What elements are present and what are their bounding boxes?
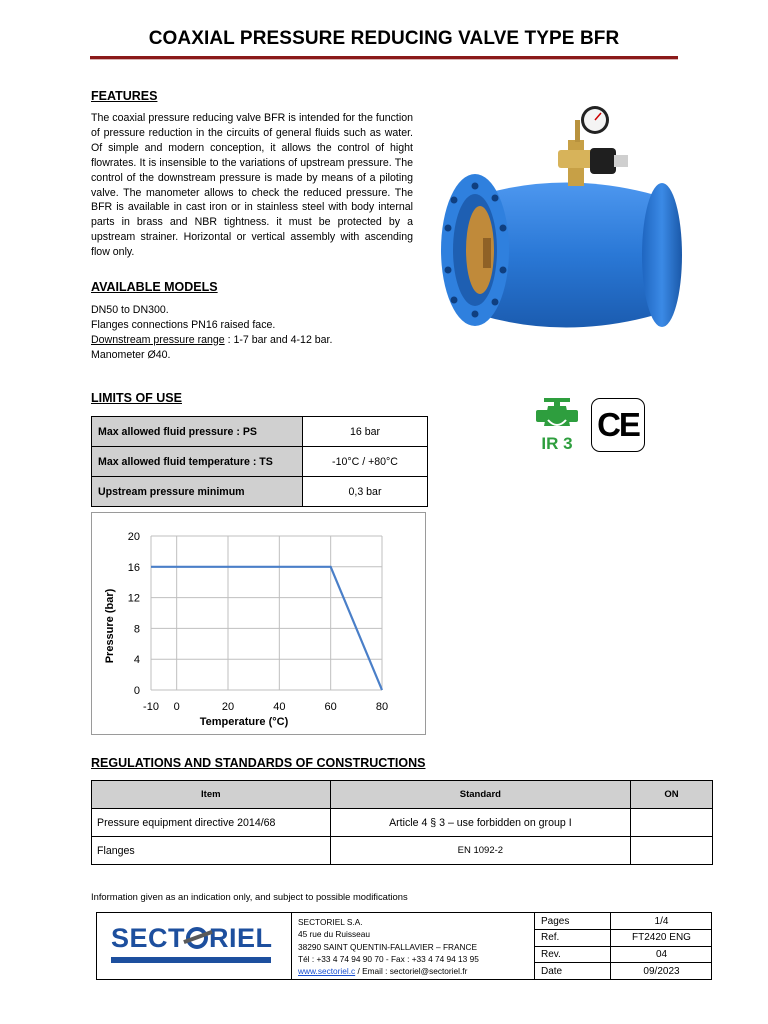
table-row: [92, 837, 713, 865]
company-address: [298, 916, 479, 977]
meta-value: 09/2023: [611, 963, 713, 980]
table-row: [92, 447, 428, 477]
ir3-label: IR 3: [541, 434, 573, 453]
meta-value: 1/4: [611, 913, 713, 930]
y-tick-label: 16: [127, 561, 140, 574]
pressure-range-value: : 1-7 bar and 4-12 bar.: [224, 333, 333, 346]
y-tick-label: 12: [127, 592, 140, 605]
col-header-standard: Standard: [330, 781, 630, 809]
x-tick-label: 0: [173, 701, 180, 713]
meta-value: FT2420 ENG: [611, 930, 713, 947]
regulations-table: [91, 780, 713, 865]
y-tick-label: 20: [127, 531, 140, 543]
regulations-heading: REGULATIONS AND STANDARDS OF CONSTRUCTIONS: [91, 756, 426, 770]
y-tick-label: 4: [133, 654, 140, 667]
meta-value: 04: [611, 946, 713, 963]
chart-frame: [91, 512, 426, 735]
limit-value: 0,3 bar: [303, 477, 428, 507]
reg-item: Flanges: [92, 837, 331, 865]
reg-standard: EN 1092-2: [330, 837, 630, 865]
company-city: 38290 SAINT QUENTIN-FALLAVIER – FRANCE: [298, 941, 478, 952]
table-header-row: [92, 781, 713, 809]
models-range: DN50 to DN300.: [91, 304, 169, 316]
table-row: [92, 809, 713, 837]
limits-heading: LIMITS OF USE: [91, 391, 182, 405]
company-street: 45 rue du Ruisseau: [298, 929, 370, 940]
limit-label: Max allowed fluid temperature : TS: [92, 447, 303, 477]
website-link[interactable]: www.sectoriel.c: [298, 966, 356, 977]
meta-label: Ref.: [535, 930, 611, 947]
limit-label: Max allowed fluid pressure : PS: [92, 417, 303, 447]
reg-on: [631, 837, 713, 865]
title-rule: [90, 56, 678, 60]
limit-value: -10°C / +80°C: [303, 447, 428, 477]
meta-label: Rev.: [535, 946, 611, 963]
meta-label: Date: [535, 963, 611, 980]
y-tick-label: 0: [133, 685, 140, 697]
table-row: [92, 417, 428, 447]
ce-badge: [591, 398, 645, 452]
document-meta-table: [534, 913, 712, 979]
disclaimer: Information given as an indication only, and subject to possible modifications: [91, 891, 408, 902]
logo-underline: [111, 957, 271, 963]
features-text: The coaxial pressure reducing valve BFR is intended for the function of pressure reduction in the circuits of general fluids such as water. Of simple and modern conception, it allows the control of hight flowrates. It is insensible to the variations of upstream pressure. The control of the downstream pressure is made by means of a piloting valve. The manometer allows to check the reduced pressure. The BFR is available in cast iron or in stainless steel with body internal parts in brass and NBR tightness. it must be protected by a upstream strainer. Horizontal or vertical assembly with ascending flow only.: [91, 112, 413, 259]
company-logo: [97, 913, 292, 979]
x-tick-label: 20: [221, 701, 235, 713]
ce-mark: CE: [597, 406, 639, 443]
company-contact: [298, 965, 479, 977]
meta-label: Pages: [535, 913, 611, 930]
company-name: SECTORIEL S.A.: [298, 917, 363, 927]
x-tick-label: 80: [375, 701, 389, 713]
limits-table: [91, 416, 428, 507]
pressure-temperature-chart: [92, 513, 425, 734]
table-row: [92, 477, 428, 507]
models-flanges: Flanges connections PN16 raised face.: [91, 318, 276, 331]
col-header-item: Item: [92, 781, 331, 809]
logo-text-left: SECT: [111, 923, 186, 953]
table-row: [535, 913, 713, 930]
reg-standard: Article 4 § 3 – use forbidden on group I: [330, 809, 630, 837]
logo-text-right: RIEL: [209, 923, 273, 953]
x-tick-label: 60: [324, 701, 337, 713]
y-axis-label: Pressure (bar): [104, 588, 116, 664]
features-heading: FEATURES: [91, 89, 158, 103]
page-title: COAXIAL PRESSURE REDUCING VALVE TYPE BFR: [148, 28, 620, 49]
table-row: [535, 963, 713, 980]
x-tick-label: -10: [143, 701, 159, 713]
limit-value: 16 bar: [303, 417, 428, 447]
company-phone: Tél : +33 4 74 94 90 70 - Fax : +33 4 74 94 13 95: [298, 953, 479, 964]
footer-block: [96, 912, 712, 980]
models-heading: AVAILABLE MODELS: [91, 280, 218, 294]
reg-item: Pressure equipment directive 2014/68: [92, 809, 331, 837]
limit-label: Upstream pressure minimum: [92, 477, 303, 507]
ir3-icon: [534, 396, 580, 454]
company-email: / Email : sectoriel@sectoriel.fr: [355, 966, 468, 977]
valve-image: [440, 100, 690, 350]
table-row: [535, 946, 713, 963]
models-text: [91, 303, 332, 363]
pressure-range-label: Downstream pressure range: [91, 333, 225, 346]
logo-o-icon: [186, 927, 208, 949]
x-axis-label: Temperature (°C): [199, 716, 289, 728]
models-pressure-range: [91, 333, 332, 348]
models-manometer: Manometer Ø40.: [91, 348, 171, 361]
reg-on: [631, 809, 713, 837]
x-tick-label: 40: [273, 701, 286, 713]
y-tick-label: 8: [133, 623, 140, 636]
table-row: [535, 930, 713, 947]
col-header-on: ON: [631, 781, 713, 809]
